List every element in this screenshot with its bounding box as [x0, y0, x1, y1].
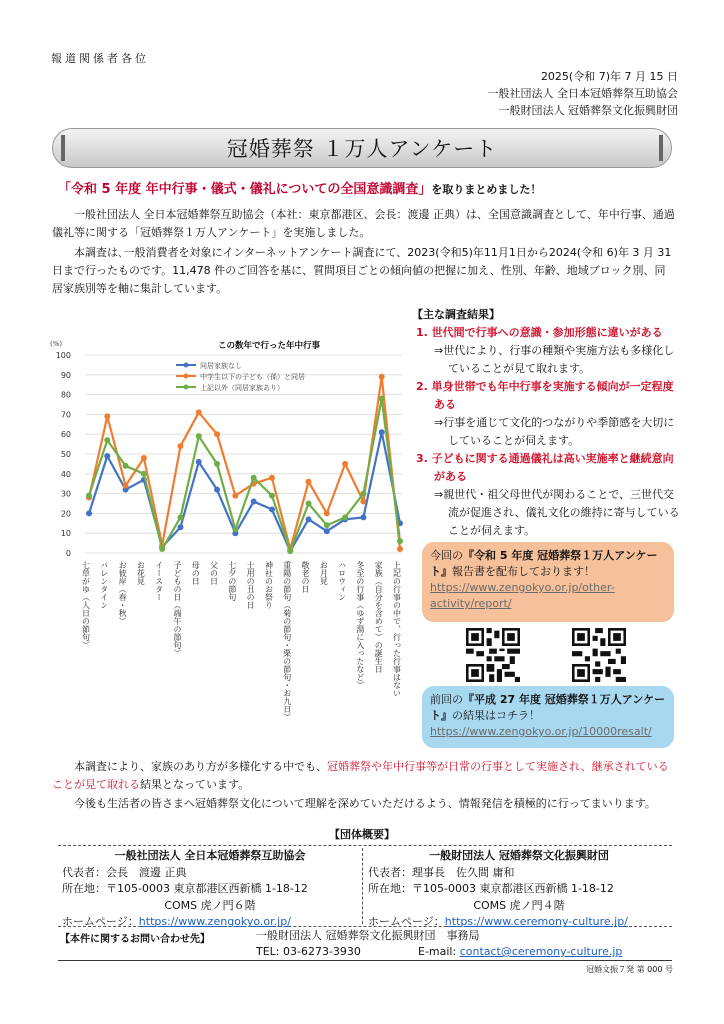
org-left-hp-link[interactable]: https://www.zengokyo.or.jp/	[138, 915, 291, 928]
x-tick-label: 七草がゆ（人日の節句）	[81, 561, 91, 649]
x-axis-labels	[82, 560, 402, 721]
data-point	[360, 514, 366, 520]
x-tick-label: 父の日	[209, 561, 219, 585]
header-block	[488, 68, 679, 119]
x-tick-label: 子どもの日（端午の節句）	[172, 561, 182, 657]
data-point	[104, 413, 110, 419]
data-point	[379, 396, 385, 402]
data-point	[342, 461, 348, 467]
header-org2: 一般財団法人 冠婚葬祭文化振興財団	[498, 104, 678, 117]
series-group	[86, 374, 403, 552]
y-tick-label: 60	[60, 430, 71, 440]
data-point	[159, 546, 165, 552]
data-point	[269, 493, 275, 499]
legend-label: 中学生以下の子ども（孫）と同居	[200, 373, 305, 381]
data-point	[306, 479, 312, 485]
org-left-hp-label: ホームページ：	[62, 915, 139, 928]
data-point	[196, 409, 202, 415]
date: 2025(令和 7)年 7 月 15 日	[540, 70, 678, 83]
org-left	[62, 848, 358, 931]
current-report-link[interactable]: https://www.zengokyo.or.jp/other-activity/report/	[430, 581, 615, 610]
headline-tail: を取りまとめました！	[431, 183, 542, 196]
contact-email-link[interactable]: contact@ceremony-culture.jp	[459, 945, 623, 958]
closing-highlight: 冠婚葬祭や年中行事等が日常の行事として実施され、継承されていることが見て取れる	[52, 760, 669, 791]
org-divider	[362, 848, 363, 924]
y-axis-unit: (%)	[50, 340, 63, 348]
x-tick-label: お花見	[136, 561, 146, 585]
org-left-representative: 代表者：会長 渡邊 正典	[62, 865, 187, 879]
data-point	[397, 546, 403, 552]
y-tick-label: 20	[60, 509, 71, 519]
org-right-name: 一般財団法人 冠婚葬祭文化振興財団	[429, 849, 609, 862]
x-tick-label: 土用の丑の日	[246, 561, 256, 609]
legend-marker	[184, 374, 189, 379]
data-point	[214, 487, 220, 493]
previous-report-post: の結果はコチラ！	[452, 709, 540, 722]
contact-label: 【本件に関するお問い合わせ先】	[60, 934, 210, 945]
header-org1: 一般社団法人 全日本冠婚葬祭互助協会	[487, 87, 678, 100]
headline	[58, 178, 678, 197]
y-tick-label: 70	[60, 410, 71, 420]
x-tick-label: 上記の行事の中で、行った行事はない	[392, 561, 402, 697]
x-tick-label: お彼岸（春・秋）	[118, 561, 128, 625]
org-right	[368, 848, 670, 931]
y-tick-label: 30	[60, 489, 71, 499]
result-item	[416, 378, 682, 450]
data-point	[123, 483, 129, 489]
data-point	[177, 524, 183, 530]
data-point	[214, 461, 220, 467]
page-title: 冠婚葬祭 １万人アンケート	[52, 128, 672, 168]
x-tick-label: 敬老の日	[301, 561, 311, 593]
org-left-address: 所在地：〒105-0003 東京都港区西新橋 1-18-12	[62, 882, 308, 895]
chart-title: この数年で行った年中行事	[217, 341, 321, 351]
result-item-title: 3. 子どもに関する通過儀礼は高い実施率と継続意向がある	[416, 452, 674, 483]
org-right-building: COMS 虎ノ門４階	[473, 898, 565, 912]
addressee: 報道関係者各位	[51, 52, 149, 65]
line-chart	[44, 306, 416, 761]
x-tick-label: 母の日	[191, 561, 201, 585]
data-point	[104, 437, 110, 443]
data-point	[324, 510, 330, 516]
data-point	[196, 459, 202, 465]
org-right-representative: 代表者：理事長 佐久間 庸和	[368, 865, 515, 879]
result-item	[416, 450, 682, 540]
y-tick-label: 90	[60, 370, 71, 380]
data-point	[104, 453, 110, 459]
org-left-building: COMS 虎ノ門６階	[164, 898, 256, 912]
data-point	[251, 475, 257, 481]
closing-paragraph-1	[52, 758, 676, 794]
data-point	[86, 510, 92, 516]
intro-paragraph-2: 本調査は､一般消費者を対象にインターネットアンケート調査にて、2023(令和5)年11月1日から2024(令和 6)年 3 月 31 日まで行ったものです。11,478 件のご回答を基に、質問項目ごとの傾向値の把握に加え、性別、年齢、地域ブロック別、同居家族別等を軸に集計しています。	[52, 246, 672, 295]
series-line	[89, 399, 400, 551]
org-right-hp-label: ホームページ：	[368, 915, 445, 928]
data-point	[306, 501, 312, 507]
qr-code-previous-icon[interactable]	[572, 628, 626, 682]
x-tick-label: 冬至の行事（ゆず湯に入ったなど）	[355, 561, 365, 689]
data-point	[287, 548, 293, 554]
x-tick-label: イースター	[154, 561, 164, 601]
result-item-body: ⇒親世代・祖父母世代が関わることで、三世代交流が促進され、儀礼文化の維持に寄与していることが伺えます。	[434, 488, 680, 537]
series-group	[86, 429, 403, 554]
data-point	[324, 522, 330, 528]
contact-tel: TEL: 03-6273-3930	[256, 945, 361, 958]
y-tick-label: 80	[60, 390, 71, 400]
previous-report-box	[422, 686, 674, 748]
legend-marker	[184, 363, 189, 368]
qr-code-current-icon[interactable]	[466, 628, 520, 682]
series-line	[89, 377, 400, 549]
closing-text-a: 本調査により、家族のあり方が多様化する中でも、	[74, 760, 327, 773]
current-report-title: 『令和 5 年度 冠婚葬祭１万人アンケート』	[430, 549, 658, 578]
data-point	[379, 429, 385, 435]
y-tick-label: 100	[55, 351, 71, 360]
legend-marker	[184, 385, 189, 390]
data-point	[86, 493, 92, 499]
y-axis-ticks	[56, 351, 71, 558]
data-point	[214, 431, 220, 437]
organization-summary	[58, 845, 672, 927]
previous-report-title: 『平成 27 年度 冠婚葬祭１万人アンケート』	[430, 693, 666, 722]
result-item-body: ⇒世代により、行事の種類や実施方法も多様化していることが見て取れます。	[434, 344, 675, 375]
x-tick-label: お月見	[319, 561, 329, 585]
document-number: 冠婚文振７発 第 000 号	[586, 965, 673, 974]
previous-report-link[interactable]: https://www.zengokyo.or.jp/10000resalt/	[430, 725, 652, 738]
data-point	[232, 526, 238, 532]
y-tick-label: 10	[60, 529, 71, 539]
current-report-box	[422, 542, 674, 622]
previous-report-pre: 前回の	[430, 693, 463, 706]
y-tick-label: 0	[65, 549, 71, 558]
result-item-body: ⇒行事を通じて文化的つながりや季節感を大切にしていることが伺えます。	[434, 416, 675, 447]
data-point	[379, 374, 385, 380]
x-tick-label: ハロウィン	[337, 561, 347, 601]
summary-heading: 【団体概要】	[329, 828, 395, 841]
data-point	[342, 514, 348, 520]
data-point	[232, 493, 238, 499]
closing-paragraph-2: 今後も生活者の皆さまへ冠婚葬祭文化について理解を深めていただけるよう、情報発信を積極的に行ってまいります。	[74, 797, 656, 810]
closing-text-b: 結果となっています。	[140, 778, 250, 791]
data-point	[306, 516, 312, 522]
headline-main: 「令和 5 年度 年中行事・儀式・儀礼についての全国意識調査」	[58, 182, 432, 197]
x-tick-label: 家族（自分を含めて）の誕生日	[374, 561, 384, 673]
x-tick-label: 七夕の節句	[227, 561, 237, 601]
y-tick-label: 40	[60, 469, 71, 479]
data-point	[141, 471, 147, 477]
data-point	[397, 538, 403, 544]
result-item	[416, 324, 682, 378]
x-tick-label: 神社のお祭り	[264, 561, 274, 609]
y-tick-label: 50	[60, 450, 71, 459]
data-point	[141, 455, 147, 461]
org-left-name: 一般社団法人 全日本冠婚葬祭互助協会	[114, 849, 306, 862]
current-report-pre: 今回の	[430, 549, 463, 562]
data-point	[123, 463, 129, 469]
data-point	[269, 506, 275, 512]
footer-divider	[58, 960, 672, 961]
org-right-hp-link[interactable]: https://www.ceremony-culture.jp/	[444, 915, 628, 928]
legend-label: 上記以外（同居家族あり）	[200, 384, 284, 392]
results-heading: 【主な調査結果】	[412, 308, 500, 321]
x-tick-label: バレンタイン	[99, 561, 109, 609]
intro-paragraph-1: 一般社団法人 全日本冠婚葬祭互助協会（本社：東京都港区、会長：渡邊 正典）は、全国意識調査として、年中行事、通過儀礼等に関する「冠婚葬祭１万人アンケート」を実施しました。	[52, 208, 675, 239]
contact-email	[418, 943, 622, 960]
org-right-address: 所在地：〒105-0003 東京都港区西新橋 1-18-12	[368, 882, 614, 895]
x-tick-label: 重陽の節句（菊の節句・栗の節句・お九日）	[282, 561, 292, 721]
data-point	[196, 433, 202, 439]
contact-org: 一般財団法人 冠婚葬祭文化振興財団 事務局	[256, 929, 480, 942]
data-point	[177, 443, 183, 449]
result-item-title: 1. 世代間で行事への意識・参加形態に違いがある	[416, 326, 663, 339]
chart-series	[86, 374, 403, 554]
data-point	[360, 499, 366, 505]
data-point	[360, 491, 366, 497]
contact-email-label: E-mail:	[418, 945, 457, 958]
current-report-post: 報告書を配布しております！	[452, 565, 595, 578]
chart-legend	[176, 361, 305, 392]
result-item-title: 2. 単身世帯でも年中行事を実施する傾向が一定程度ある	[416, 380, 674, 411]
main-results	[412, 306, 682, 540]
data-point	[324, 528, 330, 534]
data-point	[269, 475, 275, 481]
legend-label: 同居家族なし	[200, 362, 242, 370]
data-point	[251, 499, 257, 505]
data-point	[177, 514, 183, 520]
